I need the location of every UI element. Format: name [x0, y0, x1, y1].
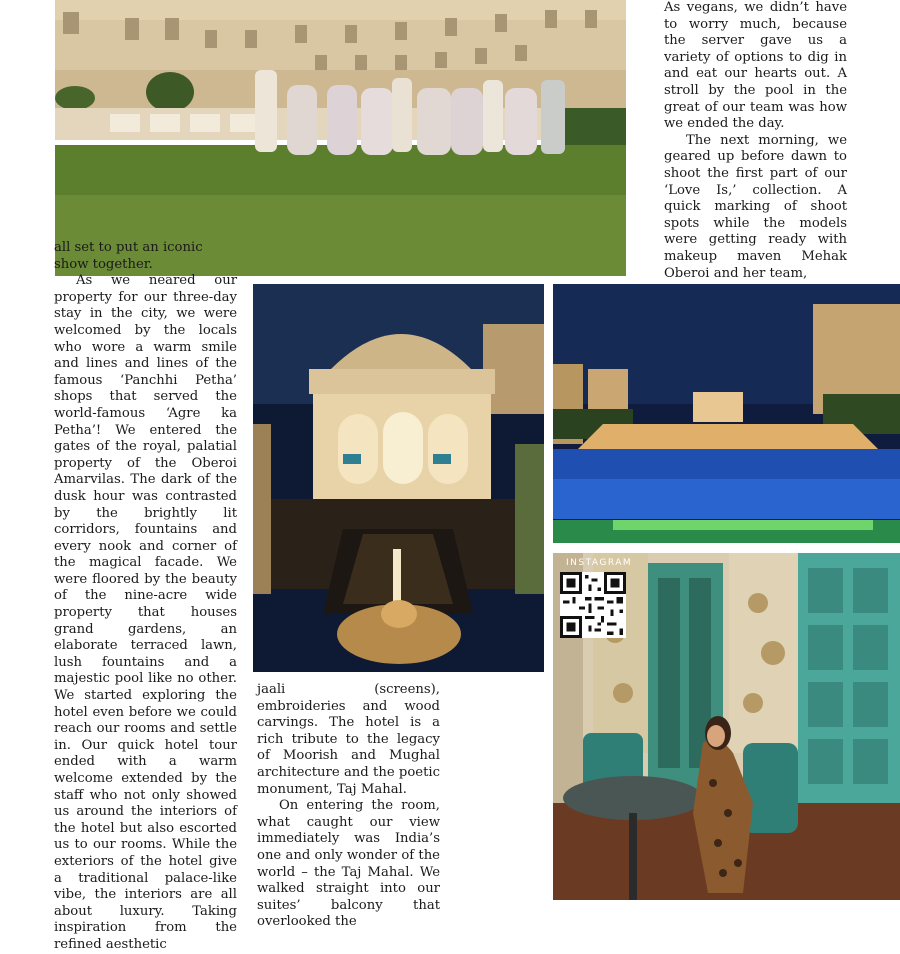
photo-models-lawn — [55, 0, 626, 276]
photo-night-pool — [553, 284, 900, 543]
column-2-paragraph-1: jaali (screens), embroideries and wood carvings. The hotel is a rich tribute to the legacy of Moorish and Mughal architecture and the poetic monument, Taj Mahal. — [257, 682, 440, 797]
article-column-2 — [257, 682, 440, 930]
column-1-paragraph-2: As we neared our property for our three-day stay in the city, we were welcomed by the locals who wore a warm smile and lines and lines of the famous ‘Panchhi Petha’ shops that served the world-famous ‘Agre ka Petha’! We entered the gates of the royal, palatial property of the Oberoi Amarvilas. The dark of the dusk hour was contrasted by the brightly lit corridors, fountains and every nook and corner of the magical facade. We were floored by the beauty of the nine-acre wide property that houses grand gardens, an elaborate terraced lawn, lush fountains and a majestic pool like no other. We started exploring the hotel even before we could reach our rooms and settle in. Our quick hotel tour ended with a warm welcome extended by the staff who not only showed us around the interiors of the hotel but also escorted us to our rooms. While the exteriors of the hotel give a traditional palace-like vibe, the interiors are all about luxury. Taking inspiration from the refined aesthetic — [54, 273, 237, 952]
column-1-paragraph-1: all set to put an iconic show together. — [54, 240, 203, 272]
column-2-paragraph-2: On entering the room, what caught our view immediately was India’s one and only wonder of the world – the Taj Mahal. We walked straight into our suites’ balcony that overlooked the — [257, 798, 440, 930]
qr-code[interactable] — [560, 572, 626, 638]
photo-pavilion-fountain — [253, 284, 544, 672]
instagram-label: INSTAGRAM — [566, 558, 633, 568]
column-3-paragraph-1: As vegans, we didn’t have to worry much, because the server gave us a variety of options to dig in and eat our hearts out. A stroll by the pool in the great of our team was how we ended the day. — [664, 0, 847, 132]
column-3-paragraph-2: The next morning, we geared up before dawn to shoot the first part of our ‘Love Is,’ collection. A quick marking of shoot spots while the models were getting ready with makeup maven Mehak Oberoi and her team, — [664, 132, 847, 281]
article-column-1 — [54, 240, 237, 952]
article-column-3 — [664, 0, 847, 281]
